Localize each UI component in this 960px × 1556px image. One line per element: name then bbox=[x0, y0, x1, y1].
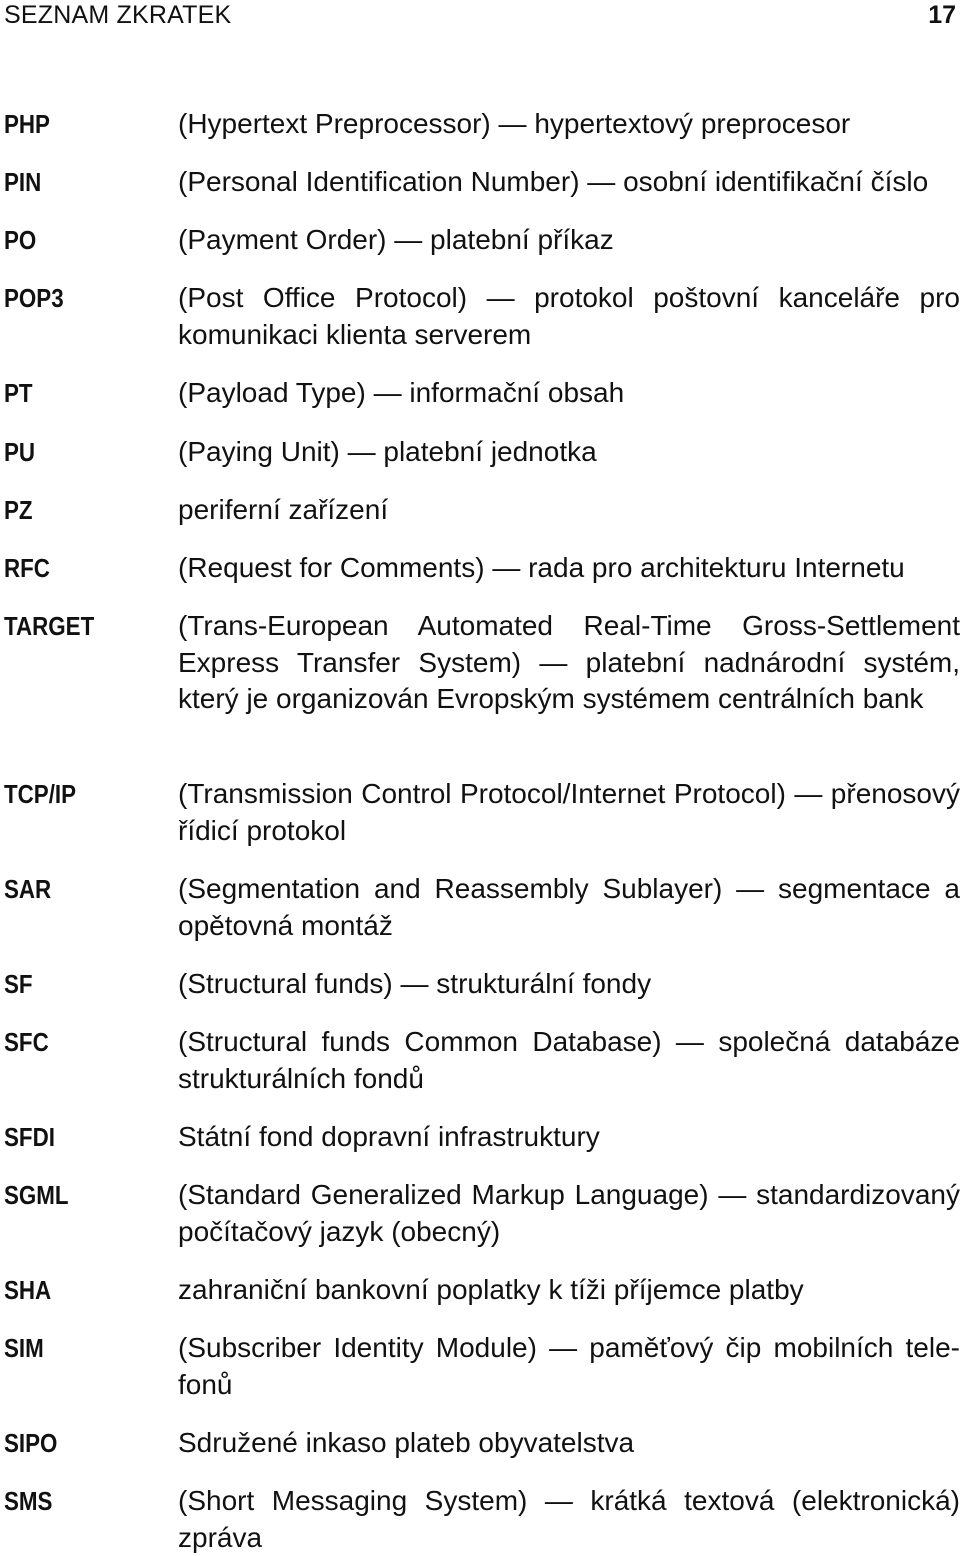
entry-abbreviation: SGML bbox=[4, 1180, 69, 1210]
entry-abbreviation: RFC bbox=[4, 553, 50, 583]
entry-abbreviation: SIM bbox=[4, 1333, 44, 1363]
entry-abbreviation: PHP bbox=[4, 109, 50, 139]
entry-definition: Státní fond dopravní infrastruktury bbox=[178, 1121, 600, 1152]
entry-definition: zahraniční bankovní poplatky k tíži příjemce platby bbox=[178, 1274, 804, 1305]
entry-abbreviation: TARGET bbox=[4, 611, 95, 641]
entry-abbreviation: TCP/IP bbox=[4, 779, 77, 809]
entry-abbreviation: SHA bbox=[4, 1275, 52, 1305]
entry-definition: (Transmission Control Protocol/Internet Protocol) — přenosový řídicí protokol bbox=[178, 778, 960, 846]
page-header bbox=[0, 0, 960, 30]
entry-abbreviation: PT bbox=[4, 378, 33, 408]
entry-definition: (Trans-European Automated Real-Time Gross-Settlement Express Transfer System) — platební nadnárodní systém, který je organizován Evropským systémem centrálních bank bbox=[178, 610, 960, 714]
entry-abbreviation: SIPO bbox=[4, 1428, 58, 1458]
entry-abbreviation: PZ bbox=[4, 495, 33, 525]
entry-definition: (Payload Type) — informační obsah bbox=[178, 377, 625, 408]
page-number: 17 bbox=[928, 1, 956, 29]
entry-definition: (Short Messaging System) — krátká textová (elektronická) zpráva bbox=[178, 1485, 960, 1553]
entry-abbreviation: POP3 bbox=[4, 283, 64, 313]
entry-definition: (Subscriber Identity Module) — paměťový čip mobilních telefonů bbox=[178, 1332, 960, 1400]
entry-definition: Sdružené inkaso plateb obyvatelstva bbox=[178, 1427, 635, 1458]
entry-definition: (Post Office Protocol) — protokol poštovní kanceláře pro komunikaci klienta serverem bbox=[178, 282, 960, 350]
entry-abbreviation: SAR bbox=[4, 874, 52, 904]
entry-definition: (Standard Generalized Markup Language) — standardizovaný počítačový jazyk (obecný) bbox=[178, 1179, 960, 1247]
entry-abbreviation: PU bbox=[4, 437, 36, 467]
entry-definition: (Segmentation and Reassembly Sublayer) — segmentace a opětovná montáž bbox=[178, 873, 960, 941]
entry-definition: (Request for Comments) — rada pro architekturu Internetu bbox=[178, 552, 905, 583]
entry-definition: (Hypertext Preprocessor) — hypertextový preprocesor bbox=[178, 108, 851, 139]
entry-definition: (Structural funds Common Database) — společná databáze strukturálních fondů bbox=[178, 1026, 960, 1094]
entry-abbreviation: SF bbox=[4, 969, 33, 999]
entry-abbreviation: PIN bbox=[4, 167, 42, 197]
entry-abbreviation: PO bbox=[4, 225, 37, 255]
entry-definition: (Paying Unit) — platební jednotka bbox=[178, 436, 597, 467]
entry-abbreviation: SFDI bbox=[4, 1122, 55, 1152]
entry-abbreviation: SMS bbox=[4, 1486, 53, 1516]
entry-definition: periferní zařízení bbox=[178, 494, 389, 525]
entry-abbreviation: SFC bbox=[4, 1027, 49, 1057]
running-header-title: SEZNAM ZKRATEK bbox=[4, 1, 232, 29]
entry-definition: (Personal Identification Number) — osobní identifikační číslo bbox=[178, 166, 929, 197]
entry-definition: (Structural funds) — strukturální fondy bbox=[178, 968, 652, 999]
entry-definition: (Payment Order) — platební příkaz bbox=[178, 224, 614, 255]
